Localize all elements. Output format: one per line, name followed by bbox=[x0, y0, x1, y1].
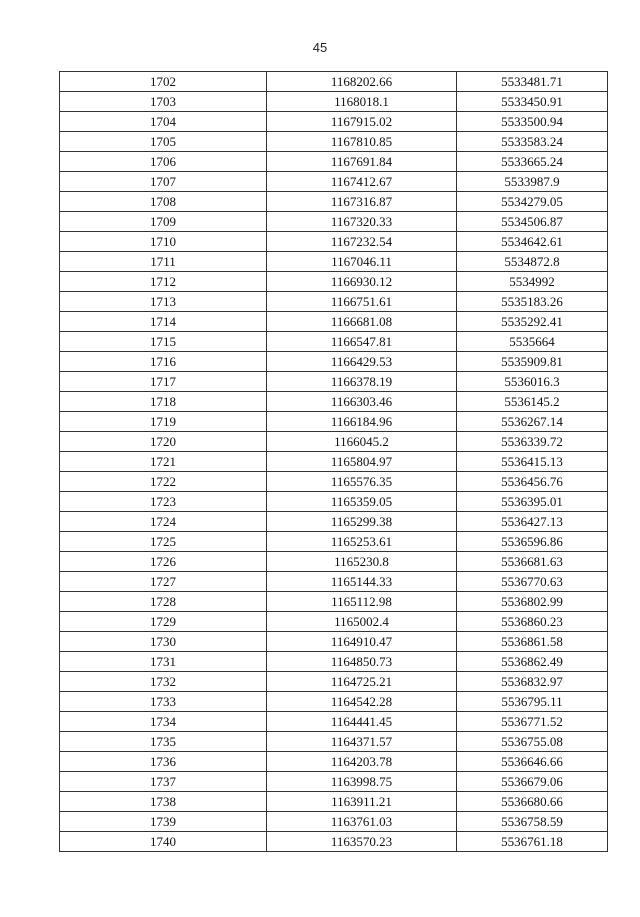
y-coordinate-cell: 5533450.91 bbox=[457, 92, 608, 112]
x-coordinate-cell: 1166184.96 bbox=[267, 412, 457, 432]
y-coordinate-cell: 5536145.2 bbox=[457, 392, 608, 412]
y-coordinate-cell: 5534279.05 bbox=[457, 192, 608, 212]
y-coordinate-cell: 5536680.66 bbox=[457, 792, 608, 812]
point-number-cell: 1716 bbox=[60, 352, 267, 372]
table-row bbox=[60, 712, 608, 732]
table-row bbox=[60, 232, 608, 252]
x-coordinate-cell: 1167691.84 bbox=[267, 152, 457, 172]
y-coordinate-cell: 5536770.63 bbox=[457, 572, 608, 592]
table-row bbox=[60, 432, 608, 452]
x-coordinate-cell: 1163911.21 bbox=[267, 792, 457, 812]
point-number-cell: 1711 bbox=[60, 252, 267, 272]
table-row bbox=[60, 812, 608, 832]
table-row bbox=[60, 552, 608, 572]
y-coordinate-cell: 5536861.58 bbox=[457, 632, 608, 652]
point-number-cell: 1719 bbox=[60, 412, 267, 432]
table-row bbox=[60, 212, 608, 232]
table-row bbox=[60, 772, 608, 792]
x-coordinate-cell: 1166303.46 bbox=[267, 392, 457, 412]
point-number-cell: 1734 bbox=[60, 712, 267, 732]
x-coordinate-cell: 1165002.4 bbox=[267, 612, 457, 632]
point-number-cell: 1704 bbox=[60, 112, 267, 132]
table-row bbox=[60, 312, 608, 332]
point-number-cell: 1733 bbox=[60, 692, 267, 712]
y-coordinate-cell: 5534642.61 bbox=[457, 232, 608, 252]
x-coordinate-cell: 1165112.98 bbox=[267, 592, 457, 612]
x-coordinate-cell: 1164725.21 bbox=[267, 672, 457, 692]
table-row bbox=[60, 252, 608, 272]
point-number-cell: 1713 bbox=[60, 292, 267, 312]
x-coordinate-cell: 1167316.87 bbox=[267, 192, 457, 212]
x-coordinate-cell: 1165804.97 bbox=[267, 452, 457, 472]
table-row bbox=[60, 92, 608, 112]
y-coordinate-cell: 5535664 bbox=[457, 332, 608, 352]
x-coordinate-cell: 1165144.33 bbox=[267, 572, 457, 592]
table-row bbox=[60, 572, 608, 592]
point-number-cell: 1706 bbox=[60, 152, 267, 172]
table-row bbox=[60, 132, 608, 152]
point-number-cell: 1726 bbox=[60, 552, 267, 572]
x-coordinate-cell: 1163570.23 bbox=[267, 832, 457, 852]
y-coordinate-cell: 5536758.59 bbox=[457, 812, 608, 832]
point-number-cell: 1727 bbox=[60, 572, 267, 592]
y-coordinate-cell: 5533987.9 bbox=[457, 172, 608, 192]
y-coordinate-cell: 5536339.72 bbox=[457, 432, 608, 452]
table-row bbox=[60, 112, 608, 132]
table-row bbox=[60, 592, 608, 612]
x-coordinate-cell: 1167232.54 bbox=[267, 232, 457, 252]
x-coordinate-cell: 1164371.57 bbox=[267, 732, 457, 752]
y-coordinate-cell: 5536415.13 bbox=[457, 452, 608, 472]
x-coordinate-cell: 1166378.19 bbox=[267, 372, 457, 392]
table-row bbox=[60, 792, 608, 812]
table-row bbox=[60, 412, 608, 432]
y-coordinate-cell: 5536267.14 bbox=[457, 412, 608, 432]
point-number-cell: 1720 bbox=[60, 432, 267, 452]
point-number-cell: 1737 bbox=[60, 772, 267, 792]
x-coordinate-cell: 1166429.53 bbox=[267, 352, 457, 372]
y-coordinate-cell: 5534872.8 bbox=[457, 252, 608, 272]
point-number-cell: 1730 bbox=[60, 632, 267, 652]
point-number-cell: 1724 bbox=[60, 512, 267, 532]
table-row bbox=[60, 632, 608, 652]
table-row bbox=[60, 612, 608, 632]
point-number-cell: 1735 bbox=[60, 732, 267, 752]
table-row bbox=[60, 472, 608, 492]
x-coordinate-cell: 1163761.03 bbox=[267, 812, 457, 832]
y-coordinate-cell: 5536016.3 bbox=[457, 372, 608, 392]
table-row bbox=[60, 752, 608, 772]
page-number: 45 bbox=[312, 40, 328, 55]
table-row bbox=[60, 692, 608, 712]
y-coordinate-cell: 5534992 bbox=[457, 272, 608, 292]
x-coordinate-cell: 1165230.8 bbox=[267, 552, 457, 572]
point-number-cell: 1732 bbox=[60, 672, 267, 692]
coordinates-table bbox=[59, 71, 608, 852]
x-coordinate-cell: 1168202.66 bbox=[267, 72, 457, 92]
point-number-cell: 1702 bbox=[60, 72, 267, 92]
point-number-cell: 1740 bbox=[60, 832, 267, 852]
point-number-cell: 1718 bbox=[60, 392, 267, 412]
y-coordinate-cell: 5536681.63 bbox=[457, 552, 608, 572]
x-coordinate-cell: 1167915.02 bbox=[267, 112, 457, 132]
x-coordinate-cell: 1165576.35 bbox=[267, 472, 457, 492]
y-coordinate-cell: 5536761.18 bbox=[457, 832, 608, 852]
x-coordinate-cell: 1167046.11 bbox=[267, 252, 457, 272]
y-coordinate-cell: 5536427.13 bbox=[457, 512, 608, 532]
table-row bbox=[60, 172, 608, 192]
y-coordinate-cell: 5536771.52 bbox=[457, 712, 608, 732]
x-coordinate-cell: 1165359.05 bbox=[267, 492, 457, 512]
x-coordinate-cell: 1166751.61 bbox=[267, 292, 457, 312]
point-number-cell: 1703 bbox=[60, 92, 267, 112]
x-coordinate-cell: 1166045.2 bbox=[267, 432, 457, 452]
point-number-cell: 1731 bbox=[60, 652, 267, 672]
table-row bbox=[60, 512, 608, 532]
y-coordinate-cell: 5536795.11 bbox=[457, 692, 608, 712]
x-coordinate-cell: 1167810.85 bbox=[267, 132, 457, 152]
table-row bbox=[60, 372, 608, 392]
point-number-cell: 1729 bbox=[60, 612, 267, 632]
table-row bbox=[60, 192, 608, 212]
coordinates-table-body bbox=[60, 72, 608, 852]
y-coordinate-cell: 5536802.99 bbox=[457, 592, 608, 612]
point-number-cell: 1715 bbox=[60, 332, 267, 352]
point-number-cell: 1710 bbox=[60, 232, 267, 252]
table-row bbox=[60, 652, 608, 672]
x-coordinate-cell: 1168018.1 bbox=[267, 92, 457, 112]
y-coordinate-cell: 5533500.94 bbox=[457, 112, 608, 132]
point-number-cell: 1717 bbox=[60, 372, 267, 392]
table-row bbox=[60, 532, 608, 552]
x-coordinate-cell: 1163998.75 bbox=[267, 772, 457, 792]
table-row bbox=[60, 352, 608, 372]
x-coordinate-cell: 1167412.67 bbox=[267, 172, 457, 192]
x-coordinate-cell: 1167320.33 bbox=[267, 212, 457, 232]
x-coordinate-cell: 1165253.61 bbox=[267, 532, 457, 552]
table-row bbox=[60, 392, 608, 412]
point-number-cell: 1705 bbox=[60, 132, 267, 152]
y-coordinate-cell: 5533481.71 bbox=[457, 72, 608, 92]
table-row bbox=[60, 332, 608, 352]
y-coordinate-cell: 5536832.97 bbox=[457, 672, 608, 692]
point-number-cell: 1708 bbox=[60, 192, 267, 212]
y-coordinate-cell: 5536456.76 bbox=[457, 472, 608, 492]
table-row bbox=[60, 272, 608, 292]
y-coordinate-cell: 5535909.81 bbox=[457, 352, 608, 372]
x-coordinate-cell: 1164910.47 bbox=[267, 632, 457, 652]
table-row bbox=[60, 492, 608, 512]
table-row bbox=[60, 452, 608, 472]
x-coordinate-cell: 1164850.73 bbox=[267, 652, 457, 672]
y-coordinate-cell: 5536860.23 bbox=[457, 612, 608, 632]
point-number-cell: 1712 bbox=[60, 272, 267, 292]
y-coordinate-cell: 5535292.41 bbox=[457, 312, 608, 332]
y-coordinate-cell: 5536596.86 bbox=[457, 532, 608, 552]
point-number-cell: 1721 bbox=[60, 452, 267, 472]
point-number-cell: 1738 bbox=[60, 792, 267, 812]
y-coordinate-cell: 5535183.26 bbox=[457, 292, 608, 312]
point-number-cell: 1725 bbox=[60, 532, 267, 552]
y-coordinate-cell: 5536395.01 bbox=[457, 492, 608, 512]
y-coordinate-cell: 5533583.24 bbox=[457, 132, 608, 152]
table-row bbox=[60, 292, 608, 312]
table-row bbox=[60, 732, 608, 752]
x-coordinate-cell: 1166681.08 bbox=[267, 312, 457, 332]
point-number-cell: 1722 bbox=[60, 472, 267, 492]
y-coordinate-cell: 5533665.24 bbox=[457, 152, 608, 172]
y-coordinate-cell: 5534506.87 bbox=[457, 212, 608, 232]
point-number-cell: 1723 bbox=[60, 492, 267, 512]
point-number-cell: 1709 bbox=[60, 212, 267, 232]
x-coordinate-cell: 1166547.81 bbox=[267, 332, 457, 352]
x-coordinate-cell: 1164542.28 bbox=[267, 692, 457, 712]
x-coordinate-cell: 1165299.38 bbox=[267, 512, 457, 532]
x-coordinate-cell: 1166930.12 bbox=[267, 272, 457, 292]
y-coordinate-cell: 5536755.08 bbox=[457, 732, 608, 752]
point-number-cell: 1714 bbox=[60, 312, 267, 332]
table-row bbox=[60, 72, 608, 92]
x-coordinate-cell: 1164441.45 bbox=[267, 712, 457, 732]
point-number-cell: 1739 bbox=[60, 812, 267, 832]
point-number-cell: 1707 bbox=[60, 172, 267, 192]
table-row bbox=[60, 832, 608, 852]
point-number-cell: 1728 bbox=[60, 592, 267, 612]
y-coordinate-cell: 5536862.49 bbox=[457, 652, 608, 672]
x-coordinate-cell: 1164203.78 bbox=[267, 752, 457, 772]
point-number-cell: 1736 bbox=[60, 752, 267, 772]
y-coordinate-cell: 5536646.66 bbox=[457, 752, 608, 772]
table-row bbox=[60, 672, 608, 692]
y-coordinate-cell: 5536679.06 bbox=[457, 772, 608, 792]
table-row bbox=[60, 152, 608, 172]
